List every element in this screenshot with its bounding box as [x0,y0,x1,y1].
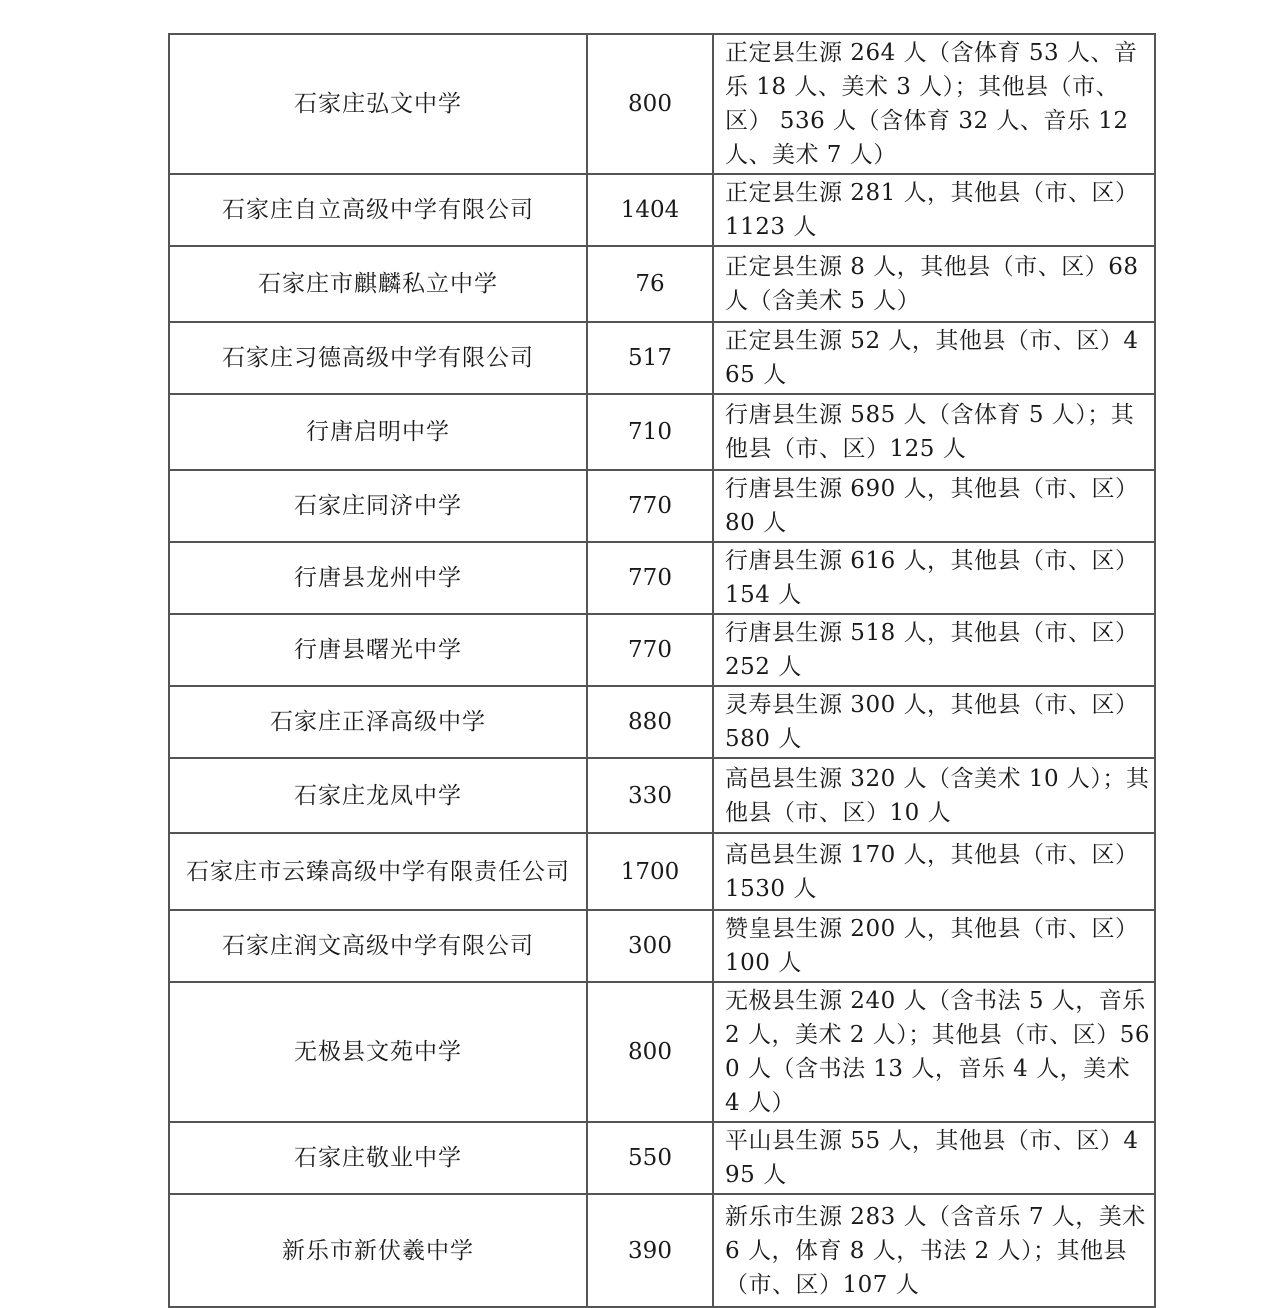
table-row [169,322,1155,394]
school-name-cell: 石家庄市云臻高级中学有限责任公司 [169,833,587,910]
quota-cell: 800 [587,34,713,174]
quota-cell: 770 [587,470,713,542]
student-source-cell: 无极县生源 240 人（含书法 5 人，音乐 2 人，美术 2 人）；其他县（市、区）560 人（含书法 13 人，音乐 4 人，美术 4 人） [713,982,1155,1122]
student-source-cell: 行唐县生源 616 人，其他县（市、区）154 人 [713,542,1155,614]
student-source-cell: 高邑县生源 320 人（含美术 10 人）；其他县（市、区）10 人 [713,758,1155,833]
table-row [169,614,1155,686]
student-source-cell: 行唐县生源 518 人，其他县（市、区）252 人 [713,614,1155,686]
table-row [169,982,1155,1122]
quota-cell: 300 [587,910,713,982]
table-row [169,910,1155,982]
student-source-cell: 正定县生源 281 人，其他县（市、区）1123 人 [713,174,1155,246]
school-name-cell: 新乐市新伏羲中学 [169,1194,587,1307]
quota-cell: 517 [587,322,713,394]
school-name-cell: 石家庄弘文中学 [169,34,587,174]
quota-cell: 550 [587,1122,713,1194]
quota-cell: 800 [587,982,713,1122]
table-row [169,686,1155,758]
student-source-cell: 行唐县生源 585 人（含体育 5 人）；其他县（市、区）125 人 [713,394,1155,470]
table-row [169,470,1155,542]
school-name-cell: 石家庄龙凤中学 [169,758,587,833]
school-name-cell: 石家庄敬业中学 [169,1122,587,1194]
student-source-cell: 高邑县生源 170 人，其他县（市、区）1530 人 [713,833,1155,910]
table-row [169,34,1155,174]
school-name-cell: 石家庄正泽高级中学 [169,686,587,758]
quota-cell: 710 [587,394,713,470]
quota-cell: 1404 [587,174,713,246]
enrollment-quota-table [168,33,1156,1308]
table-row [169,758,1155,833]
student-source-cell: 行唐县生源 690 人，其他县（市、区）80 人 [713,470,1155,542]
school-name-cell: 行唐县龙州中学 [169,542,587,614]
quota-cell: 770 [587,614,713,686]
school-name-cell: 行唐启明中学 [169,394,587,470]
table-row [169,174,1155,246]
school-name-cell: 石家庄习德高级中学有限公司 [169,322,587,394]
student-source-cell: 赞皇县生源 200 人，其他县（市、区）100 人 [713,910,1155,982]
school-name-cell: 石家庄市麒麟私立中学 [169,246,587,322]
student-source-cell: 平山县生源 55 人，其他县（市、区）495 人 [713,1122,1155,1194]
quota-cell: 390 [587,1194,713,1307]
student-source-cell: 正定县生源 8 人，其他县（市、区）68 人（含美术 5 人） [713,246,1155,322]
quota-cell: 76 [587,246,713,322]
quota-cell: 330 [587,758,713,833]
student-source-cell: 正定县生源 52 人，其他县（市、区）465 人 [713,322,1155,394]
student-source-cell: 正定县生源 264 人（含体育 53 人、音乐 18 人、美术 3 人）；其他县（市、区） 536 人（含体育 32 人、音乐 12 人、美术 7 人） [713,34,1155,174]
school-name-cell: 无极县文苑中学 [169,982,587,1122]
student-source-cell: 灵寿县生源 300 人，其他县（市、区）580 人 [713,686,1155,758]
table-row [169,833,1155,910]
table-row [169,542,1155,614]
student-source-cell: 新乐市生源 283 人（含音乐 7 人，美术 6 人，体育 8 人，书法 2 人）；其他县（市、区）107 人 [713,1194,1155,1307]
quota-cell: 1700 [587,833,713,910]
table-row [169,246,1155,322]
table-row [169,1122,1155,1194]
table-body [169,34,1155,1307]
school-name-cell: 石家庄自立高级中学有限公司 [169,174,587,246]
school-name-cell: 行唐县曙光中学 [169,614,587,686]
table-row [169,1194,1155,1307]
table-row [169,394,1155,470]
quota-cell: 880 [587,686,713,758]
school-name-cell: 石家庄同济中学 [169,470,587,542]
quota-cell: 770 [587,542,713,614]
school-name-cell: 石家庄润文高级中学有限公司 [169,910,587,982]
